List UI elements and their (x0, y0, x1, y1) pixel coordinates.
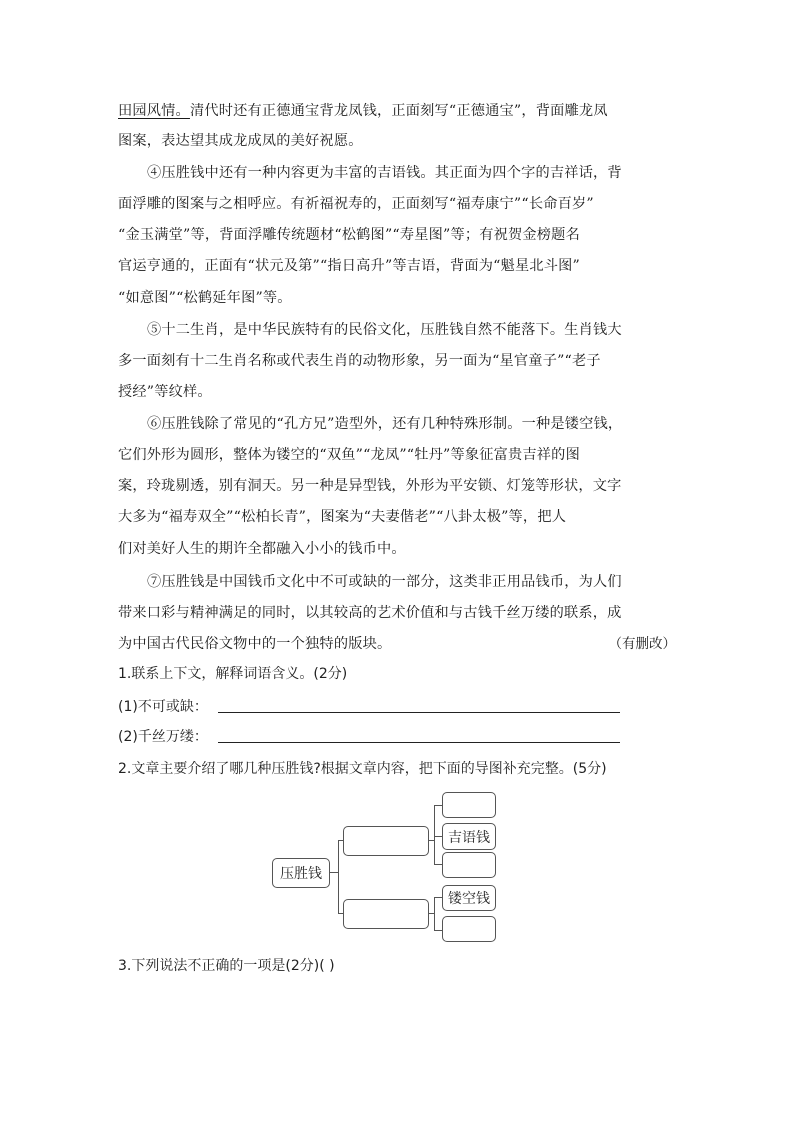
paragraph-7-line: 带来口彩与精神满足的同时，以其较高的艺术价值和与古钱千丝万缕的联系，成 (118, 605, 622, 621)
passage-line: 图案，表达望其成龙成凤的美好祝愿。 (118, 133, 363, 149)
passage-line (118, 101, 608, 121)
branch-b-child-1-node: 镂空钱 (442, 885, 496, 911)
connector-line (434, 930, 442, 931)
underlined-text: 田园风情。 (118, 103, 190, 119)
paragraph-5-line: 授经”等纹样。 (118, 384, 212, 400)
branch-a-blank-node[interactable] (343, 826, 429, 856)
mind-map-diagram (270, 785, 526, 945)
connector-line (338, 840, 339, 914)
paragraph-6-line: 们对美好人生的期许全都融入小小的钱币中。 (118, 541, 406, 557)
branch-a-child-3-blank[interactable] (442, 852, 496, 878)
paragraph-7-line: 为中国古代民俗文物中的一个独特的版块。 (118, 636, 392, 652)
connector-line (434, 897, 442, 898)
branch-a-child-2-node: 吉语钱 (442, 823, 496, 850)
branch-b-child-2-blank[interactable] (442, 916, 496, 942)
branch-b-blank-node[interactable] (343, 899, 429, 929)
question-1-sub-1: (1)不可或缺： (118, 699, 208, 715)
paragraph-5-line: 多一面刻有十二生肖名称或代表生肖的动物形象，另一面为“星官童子”“老子 (118, 353, 601, 369)
question-1-sub-2: (2)千丝万缕： (118, 729, 208, 745)
paragraph-5-line: ⑤十二生肖，是中华民族特有的民俗文化，压胜钱自然不能落下。生肖钱大 (147, 322, 622, 338)
question-3-prompt: 3.下列说法不正确的一项是(2分)( ) (118, 958, 335, 974)
connector-line (434, 864, 442, 865)
answer-blank-2[interactable] (218, 742, 620, 743)
connector-line (330, 872, 338, 873)
paragraph-7-line: ⑦压胜钱是中国钱币文化中不可或缺的一部分，这类非正用品钱币，为人们 (147, 574, 622, 590)
connector-line (434, 805, 435, 865)
paragraph-6-line: 案，玲珑剔透，别有洞天。另一种是异型钱，外形为平安锁、灯笼等形状，文字 (118, 478, 622, 494)
paragraph-4-line: 面浮雕的图案与之相呼应。有祈福祝寿的，正面刻写“福寿康宁”“长命百岁” (118, 196, 594, 212)
passage-text: 清代时还有正德通宝背龙凤钱，正面刻写“正德通宝”，背面雕龙凤 (189, 103, 608, 119)
source-note: （有删改） (608, 636, 676, 652)
paragraph-4-line: “金玉满堂”等，背面浮雕传统题材“松鹤图”“寿星图”等；有祝贺金榜题名 (118, 227, 580, 243)
paragraph-6-line: 它们外形为圆形，整体为镂空的“双鱼”“龙凤”“牡丹”等象征富贵吉祥的图 (118, 447, 580, 463)
paragraph-6-line: ⑥压胜钱除了常见的“孔方兄”造型外，还有几种特殊形制。一种是镂空钱， (147, 416, 623, 432)
paragraph-6-line: 大多为“福寿双全”“松柏长青”，图案为“夫妻偕老”“八卦太极”等，把人 (118, 509, 567, 525)
connector-line (434, 836, 442, 837)
connector-line (434, 897, 435, 931)
branch-a-child-1-blank[interactable] (442, 792, 496, 818)
question-2-prompt: 2.文章主要介绍了哪几种压胜钱?根据文章内容，把下面的导图补充完整。(5分) (118, 761, 607, 777)
root-node: 压胜钱 (272, 858, 330, 888)
connector-line (434, 805, 442, 806)
question-1-prompt: 1.联系上下文，解释词语含义。(2分) (118, 666, 348, 682)
paragraph-4-line: 官运亨通的，正面有“状元及第”“指日高升”等吉语，背面为“魁星北斗图” (118, 258, 580, 274)
answer-blank-1[interactable] (218, 712, 620, 713)
paragraph-4-line: ④压胜钱中还有一种内容更为丰富的吉语钱。其正面为四个字的吉祥话，背 (147, 165, 622, 181)
paragraph-4-line: “如意图”“松鹤延年图”等。 (118, 290, 292, 306)
